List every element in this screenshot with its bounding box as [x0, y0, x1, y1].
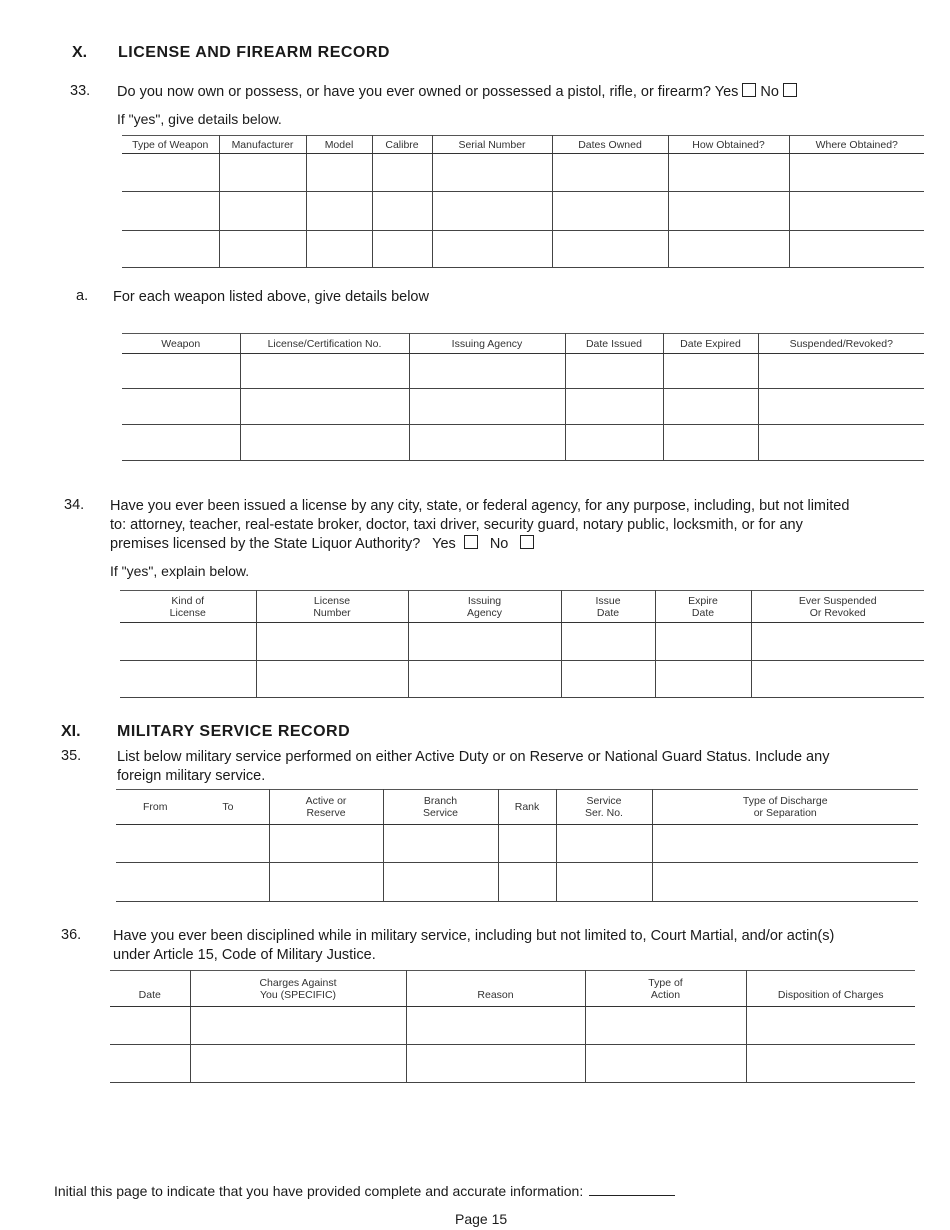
- column-header: Serial Number: [432, 136, 552, 154]
- table-cell[interactable]: [240, 354, 409, 389]
- table-cell[interactable]: [122, 231, 219, 268]
- question-text-line: to: attorney, teacher, real-estate broker, doctor, taxi driver, security guard, notary public, locksmith, or for any: [110, 517, 803, 533]
- table-cell[interactable]: [552, 192, 668, 231]
- table-cell[interactable]: [110, 1007, 190, 1045]
- table-cell[interactable]: [122, 154, 219, 192]
- table-cell[interactable]: [565, 389, 663, 425]
- followup-text: If "yes", give details below.: [117, 111, 282, 127]
- section-number: XI.: [61, 723, 81, 740]
- table-row: [120, 661, 924, 698]
- column-header: Issuing Agency: [408, 591, 561, 623]
- table-cell[interactable]: [789, 154, 924, 192]
- column-header: Issuing Agency: [409, 334, 565, 354]
- question-text: For each weapon listed above, give details below: [113, 289, 429, 305]
- column-header: Expire Date: [655, 591, 751, 623]
- column-header: Rank: [498, 790, 556, 825]
- column-header: Branch Service: [383, 790, 498, 825]
- table-cell[interactable]: [498, 863, 556, 902]
- initial-field[interactable]: [589, 1195, 675, 1196]
- column-header: Charges Against You (SPECIFIC): [190, 971, 406, 1007]
- question-number: 36.: [61, 927, 82, 943]
- table-row: [122, 389, 924, 425]
- question-36: [113, 927, 834, 965]
- table-cell[interactable]: [190, 1007, 406, 1045]
- table-cell[interactable]: [668, 154, 789, 192]
- table-cell[interactable]: [556, 825, 652, 863]
- table-cell[interactable]: [663, 425, 758, 461]
- question-35: [117, 748, 829, 786]
- table-cell[interactable]: [122, 192, 219, 231]
- table-cell[interactable]: [240, 389, 409, 425]
- table-cell[interactable]: [240, 425, 409, 461]
- table-cell[interactable]: [269, 863, 383, 902]
- table-row: [122, 231, 924, 268]
- table-cell[interactable]: [190, 1045, 406, 1083]
- question-number: 33.: [70, 83, 91, 99]
- question-text: premises licensed by the State Liquor Authority?: [110, 536, 421, 552]
- yes-checkbox[interactable]: [742, 83, 756, 97]
- licenses-table: [120, 590, 924, 698]
- question-text-line: List below military service performed on either Active Duty or on Reserve or National Guard Status. Include any: [117, 749, 830, 765]
- column-header: Type of Action: [585, 971, 746, 1007]
- column-header: Kind of License: [120, 591, 256, 623]
- column-header: [116, 790, 269, 825]
- table-cell[interactable]: [306, 192, 372, 231]
- table-cell[interactable]: [655, 623, 751, 661]
- column-header: Suspended/Revoked?: [758, 334, 924, 354]
- question-34: [110, 497, 849, 554]
- no-checkbox[interactable]: [520, 535, 534, 549]
- table-cell[interactable]: [372, 231, 432, 268]
- section-title: LICENSE AND FIREARM RECORD: [118, 44, 390, 61]
- table-cell[interactable]: [663, 354, 758, 389]
- table-cell[interactable]: [306, 231, 372, 268]
- table-row: [110, 1045, 915, 1083]
- table-row: [122, 425, 924, 461]
- table-cell[interactable]: [565, 425, 663, 461]
- table-cell[interactable]: [409, 425, 565, 461]
- table-cell[interactable]: [219, 192, 306, 231]
- column-header: Manufacturer: [219, 136, 306, 154]
- question-number: 35.: [61, 748, 82, 764]
- question-text-line: Have you ever been issued a license by any city, state, or federal agency, for any purpose, including, but not limited: [110, 498, 850, 514]
- table-cell[interactable]: [565, 354, 663, 389]
- table-cell[interactable]: [668, 192, 789, 231]
- table-cell[interactable]: [758, 354, 924, 389]
- table-cell[interactable]: [432, 231, 552, 268]
- column-header: Date: [110, 971, 190, 1007]
- table-cell[interactable]: [116, 863, 269, 902]
- column-header: Calibre: [372, 136, 432, 154]
- table-row: [120, 623, 924, 661]
- table-cell[interactable]: [122, 425, 240, 461]
- column-header: Date Expired: [663, 334, 758, 354]
- military-discipline-table: [110, 970, 915, 1083]
- table-cell[interactable]: [372, 154, 432, 192]
- column-header: License/Certification No.: [240, 334, 409, 354]
- from-label: From: [143, 801, 168, 813]
- table-cell[interactable]: [256, 661, 408, 698]
- table-cell[interactable]: [383, 863, 498, 902]
- table-cell[interactable]: [219, 154, 306, 192]
- initial-text: Initial this page to indicate that you have provided complete and accurate information:: [54, 1183, 584, 1199]
- column-header: Where Obtained?: [789, 136, 924, 154]
- table-cell[interactable]: [758, 389, 924, 425]
- table-cell[interactable]: [498, 825, 556, 863]
- table-row: [122, 154, 924, 192]
- no-label: No: [489, 536, 509, 552]
- table-row: [122, 192, 924, 231]
- weapon-licenses-table: [122, 333, 924, 461]
- table-cell[interactable]: [652, 863, 918, 902]
- table-cell[interactable]: [552, 231, 668, 268]
- question-text-line: foreign military service.: [117, 768, 266, 784]
- column-header: Reason: [406, 971, 585, 1007]
- followup-text: If "yes", explain below.: [110, 563, 250, 579]
- table-cell[interactable]: [432, 192, 552, 231]
- question-text: Do you now own or possess, or have you ever owned or possessed a pistol, rifle, or firearm? Yes: [117, 84, 739, 100]
- table-cell[interactable]: [746, 1045, 915, 1083]
- table-cell[interactable]: [122, 354, 240, 389]
- column-header: Ever Suspended Or Revoked: [751, 591, 924, 623]
- table-cell[interactable]: [383, 825, 498, 863]
- section-title: MILITARY SERVICE RECORD: [117, 723, 351, 740]
- column-header: Type of Weapon: [122, 136, 219, 154]
- table-cell[interactable]: [668, 231, 789, 268]
- initial-statement: [54, 1183, 675, 1199]
- table-cell[interactable]: [120, 661, 256, 698]
- column-header: How Obtained?: [668, 136, 789, 154]
- table-cell[interactable]: [406, 1045, 585, 1083]
- column-header: Model: [306, 136, 372, 154]
- question-33: [117, 83, 801, 102]
- table-cell[interactable]: [408, 623, 561, 661]
- question-text-line: [110, 535, 849, 554]
- section-number: X.: [72, 44, 88, 61]
- table-cell[interactable]: [789, 231, 924, 268]
- column-header: License Number: [256, 591, 408, 623]
- question-number: a.: [76, 288, 89, 304]
- no-label: No: [760, 84, 779, 100]
- yes-checkbox[interactable]: [464, 535, 478, 549]
- table-row: [116, 825, 918, 863]
- table-cell[interactable]: [256, 623, 408, 661]
- column-header: Service Ser. No.: [556, 790, 652, 825]
- table-cell[interactable]: [663, 389, 758, 425]
- table-row: [122, 354, 924, 389]
- yes-label: Yes: [432, 536, 456, 552]
- table-cell[interactable]: [789, 192, 924, 231]
- table-cell[interactable]: [406, 1007, 585, 1045]
- table-cell[interactable]: [652, 825, 918, 863]
- column-header: Issue Date: [561, 591, 655, 623]
- table-cell[interactable]: [269, 825, 383, 863]
- column-header: Type of Discharge or Separation: [652, 790, 918, 825]
- table-cell[interactable]: [122, 389, 240, 425]
- table-cell[interactable]: [556, 863, 652, 902]
- table-cell[interactable]: [219, 231, 306, 268]
- table-cell[interactable]: [585, 1045, 746, 1083]
- page-number: Page 15: [455, 1211, 508, 1227]
- table-cell[interactable]: [552, 154, 668, 192]
- military-service-table: [116, 789, 918, 902]
- table-cell[interactable]: [751, 623, 924, 661]
- table-cell[interactable]: [120, 623, 256, 661]
- no-checkbox[interactable]: [783, 83, 797, 97]
- table-row: [116, 863, 918, 902]
- column-header: Disposition of Charges: [746, 971, 915, 1007]
- table-cell[interactable]: [116, 825, 269, 863]
- table-cell[interactable]: [409, 354, 565, 389]
- to-label: To: [222, 801, 234, 813]
- question-text-line: under Article 15, Code of Military Justice.: [113, 947, 376, 963]
- table-cell[interactable]: [655, 661, 751, 698]
- table-cell[interactable]: [758, 425, 924, 461]
- question-text-line: Have you ever been disciplined while in military service, including but not limited to, Court Martial, and/or actin(s): [113, 928, 835, 944]
- table-cell[interactable]: [408, 661, 561, 698]
- table-cell[interactable]: [561, 623, 655, 661]
- table-cell[interactable]: [306, 154, 372, 192]
- weapons-table: [122, 135, 924, 268]
- table-cell[interactable]: [746, 1007, 915, 1045]
- table-cell[interactable]: [110, 1045, 190, 1083]
- table-cell[interactable]: [409, 389, 565, 425]
- table-row: [110, 1007, 915, 1045]
- table-cell[interactable]: [751, 661, 924, 698]
- column-header: Date Issued: [565, 334, 663, 354]
- column-header: Active or Reserve: [269, 790, 383, 825]
- column-header: Dates Owned: [552, 136, 668, 154]
- table-cell[interactable]: [372, 192, 432, 231]
- table-cell[interactable]: [585, 1007, 746, 1045]
- table-cell[interactable]: [432, 154, 552, 192]
- column-header: Weapon: [122, 334, 240, 354]
- table-cell[interactable]: [561, 661, 655, 698]
- question-number: 34.: [64, 497, 85, 513]
